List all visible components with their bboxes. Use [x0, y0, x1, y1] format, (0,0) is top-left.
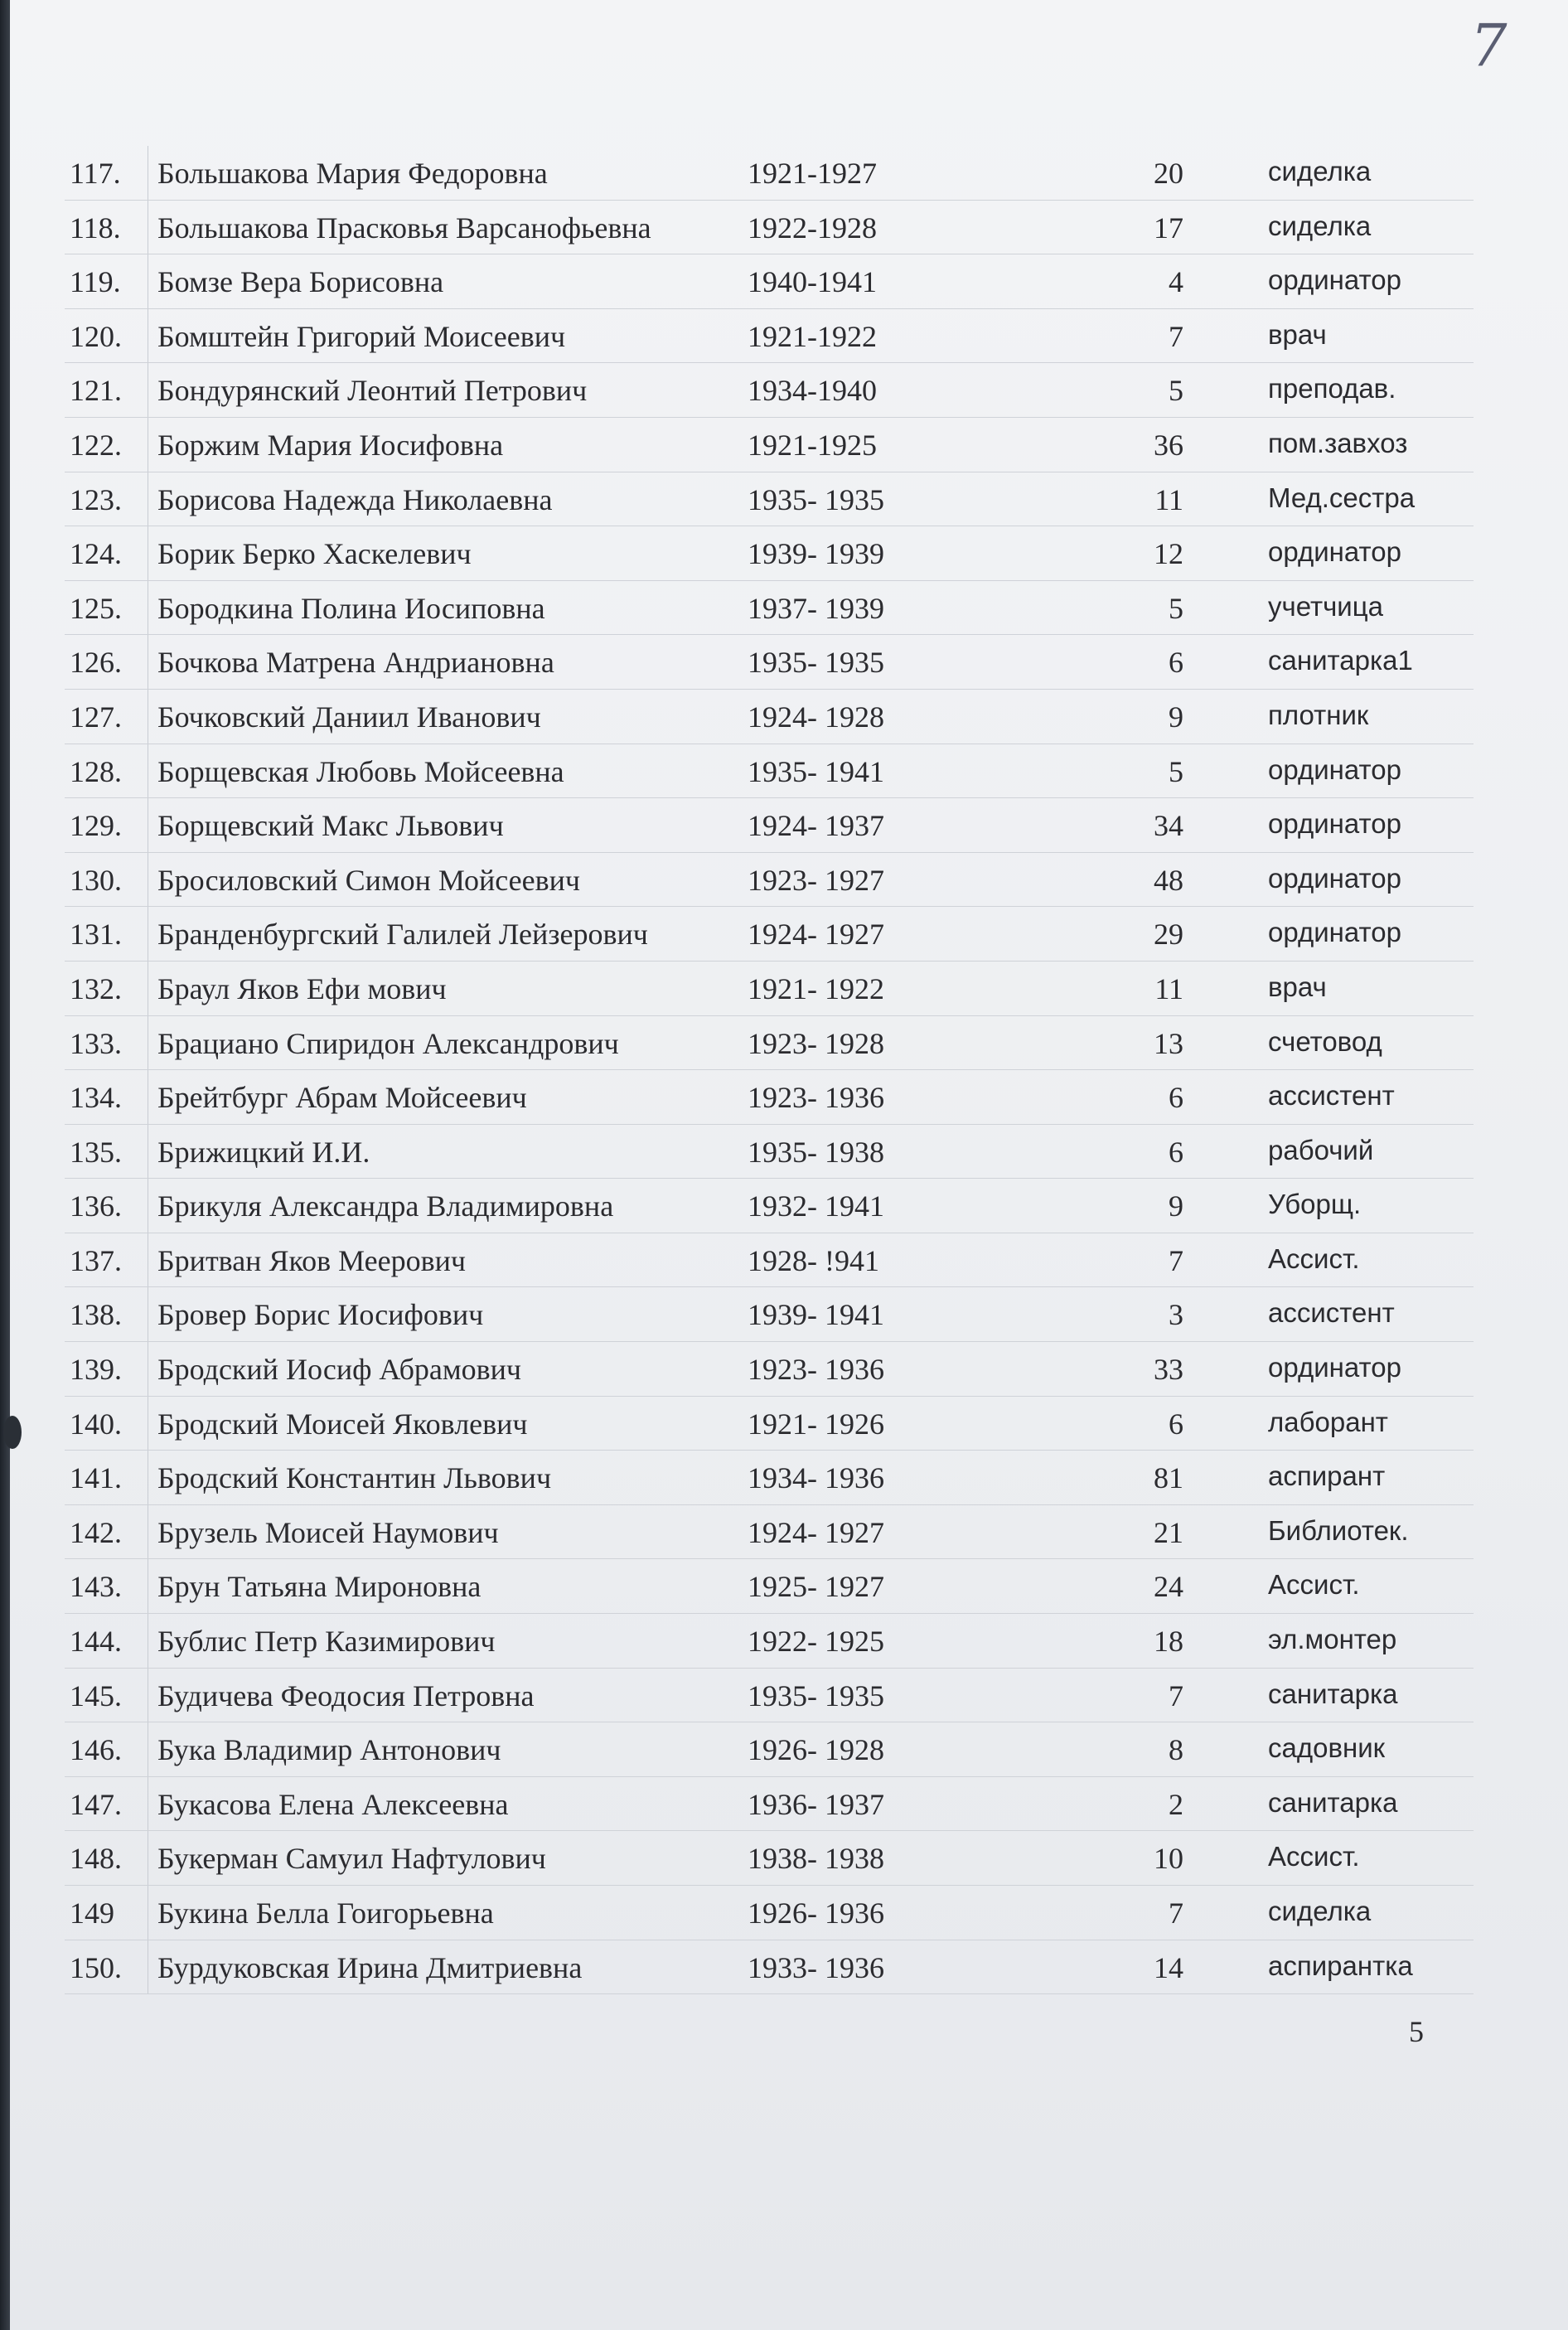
row-number: 125.	[70, 591, 122, 625]
position: санитарка	[1268, 1678, 1398, 1709]
years-of-service: 1935- 1938	[748, 1135, 884, 1169]
person-name: Большакова Прасковья Варсанофьевна	[157, 211, 651, 245]
table-row	[65, 1397, 1474, 1451]
table-row	[65, 635, 1474, 690]
table-row	[65, 309, 1474, 364]
record-count: 12	[1154, 537, 1183, 571]
record-count: 4	[1169, 265, 1183, 299]
position: преподав.	[1268, 373, 1396, 404]
position: счетовод	[1268, 1025, 1382, 1057]
table-row	[65, 1831, 1474, 1886]
record-count: 6	[1169, 1407, 1183, 1441]
table-row	[65, 1614, 1474, 1669]
person-name: Бочковский Даниил Иванович	[157, 700, 541, 734]
position: врач	[1268, 318, 1327, 350]
record-count: 17	[1154, 211, 1183, 245]
row-number: 126.	[70, 646, 122, 680]
row-number: 139.	[70, 1353, 122, 1387]
position: плотник	[1268, 699, 1369, 730]
table-row	[65, 1886, 1474, 1940]
record-count: 6	[1169, 1135, 1183, 1169]
table-row	[65, 1451, 1474, 1505]
person-name: Брузель Моисей Наумович	[157, 1515, 499, 1549]
position: ассистент	[1268, 1080, 1395, 1112]
table-row	[65, 1559, 1474, 1614]
record-count: 29	[1154, 918, 1183, 952]
table-row	[65, 1179, 1474, 1233]
years-of-service: 1924- 1927	[748, 1515, 884, 1549]
person-name: Бочкова Матрена Андриановна	[157, 646, 554, 680]
position: санитарка	[1268, 1786, 1398, 1818]
position: врач	[1268, 971, 1327, 1002]
record-count: 24	[1154, 1570, 1183, 1604]
record-count: 3	[1169, 1298, 1183, 1332]
handwritten-page-mark: 7	[1470, 12, 1508, 80]
row-number: 142.	[70, 1515, 122, 1549]
years-of-service: 1921-1925	[748, 428, 877, 462]
row-number: 129.	[70, 809, 122, 843]
years-of-service: 1936- 1937	[748, 1787, 884, 1821]
table-row	[65, 962, 1474, 1016]
years-of-service: 1935- 1935	[748, 1678, 884, 1712]
record-count: 7	[1169, 319, 1183, 353]
position: Библиотек.	[1268, 1514, 1409, 1546]
person-name: Борщевская Любовь Мойсеевна	[157, 754, 564, 788]
person-name: Бровер Борис Иосифович	[157, 1298, 484, 1332]
years-of-service: 1925- 1927	[748, 1570, 884, 1604]
row-number: 141.	[70, 1461, 122, 1495]
years-of-service: 1938- 1938	[748, 1842, 884, 1876]
table-row	[65, 1342, 1474, 1397]
table-row	[65, 418, 1474, 472]
record-count: 81	[1154, 1461, 1183, 1495]
position: ординатор	[1268, 1352, 1401, 1383]
record-count: 6	[1169, 1081, 1183, 1115]
years-of-service: 1923- 1928	[748, 1026, 884, 1060]
position: сиделка	[1268, 156, 1372, 186]
position: санитарка1	[1268, 645, 1413, 676]
row-number: 132.	[70, 971, 122, 1005]
years-of-service: 1922-1928	[748, 211, 877, 245]
table-row	[65, 201, 1474, 255]
years-of-service: 1928- !941	[748, 1243, 879, 1277]
person-name: Бродский Константин Львович	[157, 1461, 552, 1495]
person-name: Брун Татьяна Мироновна	[157, 1570, 482, 1604]
table-row	[65, 907, 1474, 962]
row-number: 117.	[70, 157, 121, 190]
person-name: Брациано Спиридон Александрович	[157, 1026, 619, 1060]
row-number: 118.	[70, 211, 121, 245]
years-of-service: 1923- 1936	[748, 1353, 884, 1387]
record-count: 9	[1169, 1189, 1183, 1223]
years-of-service: 1924- 1927	[748, 918, 884, 952]
table-row	[65, 1940, 1474, 1995]
record-count: 18	[1154, 1625, 1183, 1659]
position: ординатор	[1268, 264, 1401, 296]
record-count: 11	[1154, 971, 1183, 1005]
row-number: 138.	[70, 1298, 122, 1332]
years-of-service: 1922- 1925	[748, 1625, 884, 1659]
record-count: 34	[1154, 809, 1183, 843]
record-count: 5	[1169, 374, 1183, 408]
row-number: 122.	[70, 428, 122, 462]
person-name: Бондурянский Леонтий Петрович	[157, 374, 588, 408]
table-row	[65, 744, 1474, 799]
table-row	[65, 1016, 1474, 1071]
row-number: 124.	[70, 537, 122, 571]
person-name: Бублис Петр Казимирович	[157, 1625, 496, 1659]
table-row	[65, 472, 1474, 527]
years-of-service: 1921- 1926	[748, 1407, 884, 1441]
position: учетчица	[1268, 590, 1383, 622]
record-count: 21	[1154, 1515, 1183, 1549]
record-count: 7	[1169, 1243, 1183, 1277]
table-row	[65, 1070, 1474, 1125]
years-of-service: 1921-1922	[748, 319, 877, 353]
position: эл.монтер	[1268, 1624, 1397, 1655]
person-name: Браул Яков Ефи мович	[157, 971, 447, 1005]
row-number: 134.	[70, 1081, 122, 1115]
years-of-service: 1926- 1928	[748, 1733, 884, 1767]
years-of-service: 1939- 1941	[748, 1298, 884, 1332]
years-of-service: 1924- 1928	[748, 700, 884, 734]
row-number: 128.	[70, 754, 122, 788]
row-number: 120.	[70, 319, 122, 353]
record-count: 13	[1154, 1026, 1183, 1060]
row-number: 119.	[70, 265, 121, 299]
table-row	[65, 581, 1474, 636]
position: пом.завхоз	[1268, 427, 1408, 458]
table-row	[65, 853, 1474, 908]
position: ординатор	[1268, 536, 1401, 568]
person-name: Бомштейн Григорий Моисеевич	[157, 319, 566, 353]
position: Ассист.	[1268, 1569, 1360, 1601]
table-row	[65, 1777, 1474, 1832]
row-number: 148.	[70, 1842, 122, 1876]
person-name: Борик Берко Хаскелевич	[157, 537, 472, 571]
row-number: 123.	[70, 482, 122, 516]
years-of-service: 1937- 1939	[748, 591, 884, 625]
position: Мед.сестра	[1268, 482, 1416, 513]
person-name: Брикуля Александра Владимировна	[157, 1189, 614, 1223]
years-of-service: 1935- 1935	[748, 646, 884, 680]
punch-hole	[3, 1416, 22, 1449]
position: садовник	[1268, 1732, 1386, 1764]
person-name: Брижицкий И.И.	[157, 1135, 370, 1169]
record-count: 20	[1154, 157, 1183, 190]
table-row	[65, 526, 1474, 581]
row-number: 147.	[70, 1787, 122, 1821]
years-of-service: 1924- 1937	[748, 809, 884, 843]
position: аспирант	[1268, 1460, 1386, 1492]
person-name: Бородкина Полина Иосиповна	[157, 591, 545, 625]
position: ассистент	[1268, 1297, 1395, 1329]
record-count: 33	[1154, 1353, 1183, 1387]
table-row	[65, 1233, 1474, 1288]
position: ординатор	[1268, 862, 1401, 894]
years-of-service: 1935- 1941	[748, 754, 884, 788]
position: Ассист.	[1268, 1243, 1360, 1274]
position: Уборщ.	[1268, 1189, 1362, 1220]
years-of-service: 1933- 1936	[748, 1950, 884, 1984]
position: Ассист.	[1268, 1841, 1360, 1872]
row-number: 140.	[70, 1407, 122, 1441]
position: ординатор	[1268, 808, 1401, 840]
position: аспирантка	[1268, 1950, 1413, 1981]
person-name: Бритван Яков Меерович	[157, 1243, 466, 1277]
person-name: Букасова Елена Алексеевна	[157, 1787, 509, 1821]
years-of-service: 1934-1940	[748, 374, 877, 408]
person-name: Борщевский Макс Львович	[157, 809, 504, 843]
record-count: 9	[1169, 700, 1183, 734]
position: лаборант	[1268, 1406, 1388, 1437]
record-count: 5	[1169, 754, 1183, 788]
person-name: Бранденбургский Галилей Лейзерович	[157, 918, 648, 952]
table-row	[65, 1125, 1474, 1180]
staff-table	[65, 146, 1474, 1994]
row-number: 121.	[70, 374, 122, 408]
position: сиделка	[1268, 210, 1372, 241]
person-name: Букина Белла Гоигорьевна	[157, 1896, 494, 1930]
person-name: Бродский Иосиф Абрамович	[157, 1353, 522, 1387]
years-of-service: 1935- 1935	[748, 482, 884, 516]
person-name: Бросиловский Симон Мойсеевич	[157, 863, 581, 897]
table-row	[65, 798, 1474, 853]
position: сиделка	[1268, 1896, 1372, 1926]
row-number: 145.	[70, 1678, 122, 1712]
person-name: Бурдуковская Ирина Дмитриевна	[157, 1950, 583, 1984]
row-number: 143.	[70, 1570, 122, 1604]
years-of-service: 1932- 1941	[748, 1189, 884, 1223]
person-name: Бродский Моисей Яковлевич	[157, 1407, 528, 1441]
record-count: 11	[1154, 482, 1183, 516]
table-row	[65, 363, 1474, 418]
table-row	[65, 1669, 1474, 1723]
table-row	[65, 146, 1474, 201]
person-name: Борисова Надежда Николаевна	[157, 482, 553, 516]
row-number: 146.	[70, 1733, 122, 1767]
person-name: Большакова Мария Федоровна	[157, 157, 548, 190]
position: рабочий	[1268, 1134, 1374, 1165]
record-count: 10	[1154, 1842, 1183, 1876]
binding-edge	[0, 0, 10, 2330]
person-name: Боржим Мария Иосифовна	[157, 428, 504, 462]
record-count: 2	[1169, 1787, 1183, 1821]
years-of-service: 1923- 1927	[748, 863, 884, 897]
record-count: 7	[1169, 1896, 1183, 1930]
position: ординатор	[1268, 753, 1401, 785]
years-of-service: 1934- 1936	[748, 1461, 884, 1495]
record-count: 6	[1169, 646, 1183, 680]
table-row	[65, 254, 1474, 309]
document-page	[10, 0, 1568, 2330]
row-number: 135.	[70, 1135, 122, 1169]
row-number: 137.	[70, 1243, 122, 1277]
person-name: Будичева Феодосия Петровна	[157, 1678, 535, 1712]
person-name: Букерман Самуил Нафтулович	[157, 1842, 546, 1876]
row-number: 136.	[70, 1189, 122, 1223]
years-of-service: 1923- 1936	[748, 1081, 884, 1115]
row-number: 149	[70, 1896, 114, 1930]
row-number: 133.	[70, 1026, 122, 1060]
record-count: 7	[1169, 1678, 1183, 1712]
row-number: 127.	[70, 700, 122, 734]
row-number: 144.	[70, 1625, 122, 1659]
table-row	[65, 1722, 1474, 1777]
years-of-service: 1940-1941	[748, 265, 877, 299]
row-number: 130.	[70, 863, 122, 897]
table-row	[65, 1287, 1474, 1342]
years-of-service: 1926- 1936	[748, 1896, 884, 1930]
page-number: 5	[1409, 2015, 1424, 2048]
years-of-service: 1921-1927	[748, 157, 877, 190]
record-count: 14	[1154, 1950, 1183, 1984]
person-name: Бомзе Вера Борисовна	[157, 265, 444, 299]
record-count: 48	[1154, 863, 1183, 897]
years-of-service: 1939- 1939	[748, 537, 884, 571]
years-of-service: 1921- 1922	[748, 971, 884, 1005]
table-row	[65, 690, 1474, 744]
person-name: Бука Владимир Антонович	[157, 1733, 501, 1767]
record-count: 5	[1169, 591, 1183, 625]
record-count: 8	[1169, 1733, 1183, 1767]
row-number: 150.	[70, 1950, 122, 1984]
row-number: 131.	[70, 918, 122, 952]
person-name: Брейтбург Абрам Мойсеевич	[157, 1081, 527, 1115]
table-row	[65, 1505, 1474, 1560]
position: ординатор	[1268, 917, 1401, 948]
record-count: 36	[1154, 428, 1183, 462]
